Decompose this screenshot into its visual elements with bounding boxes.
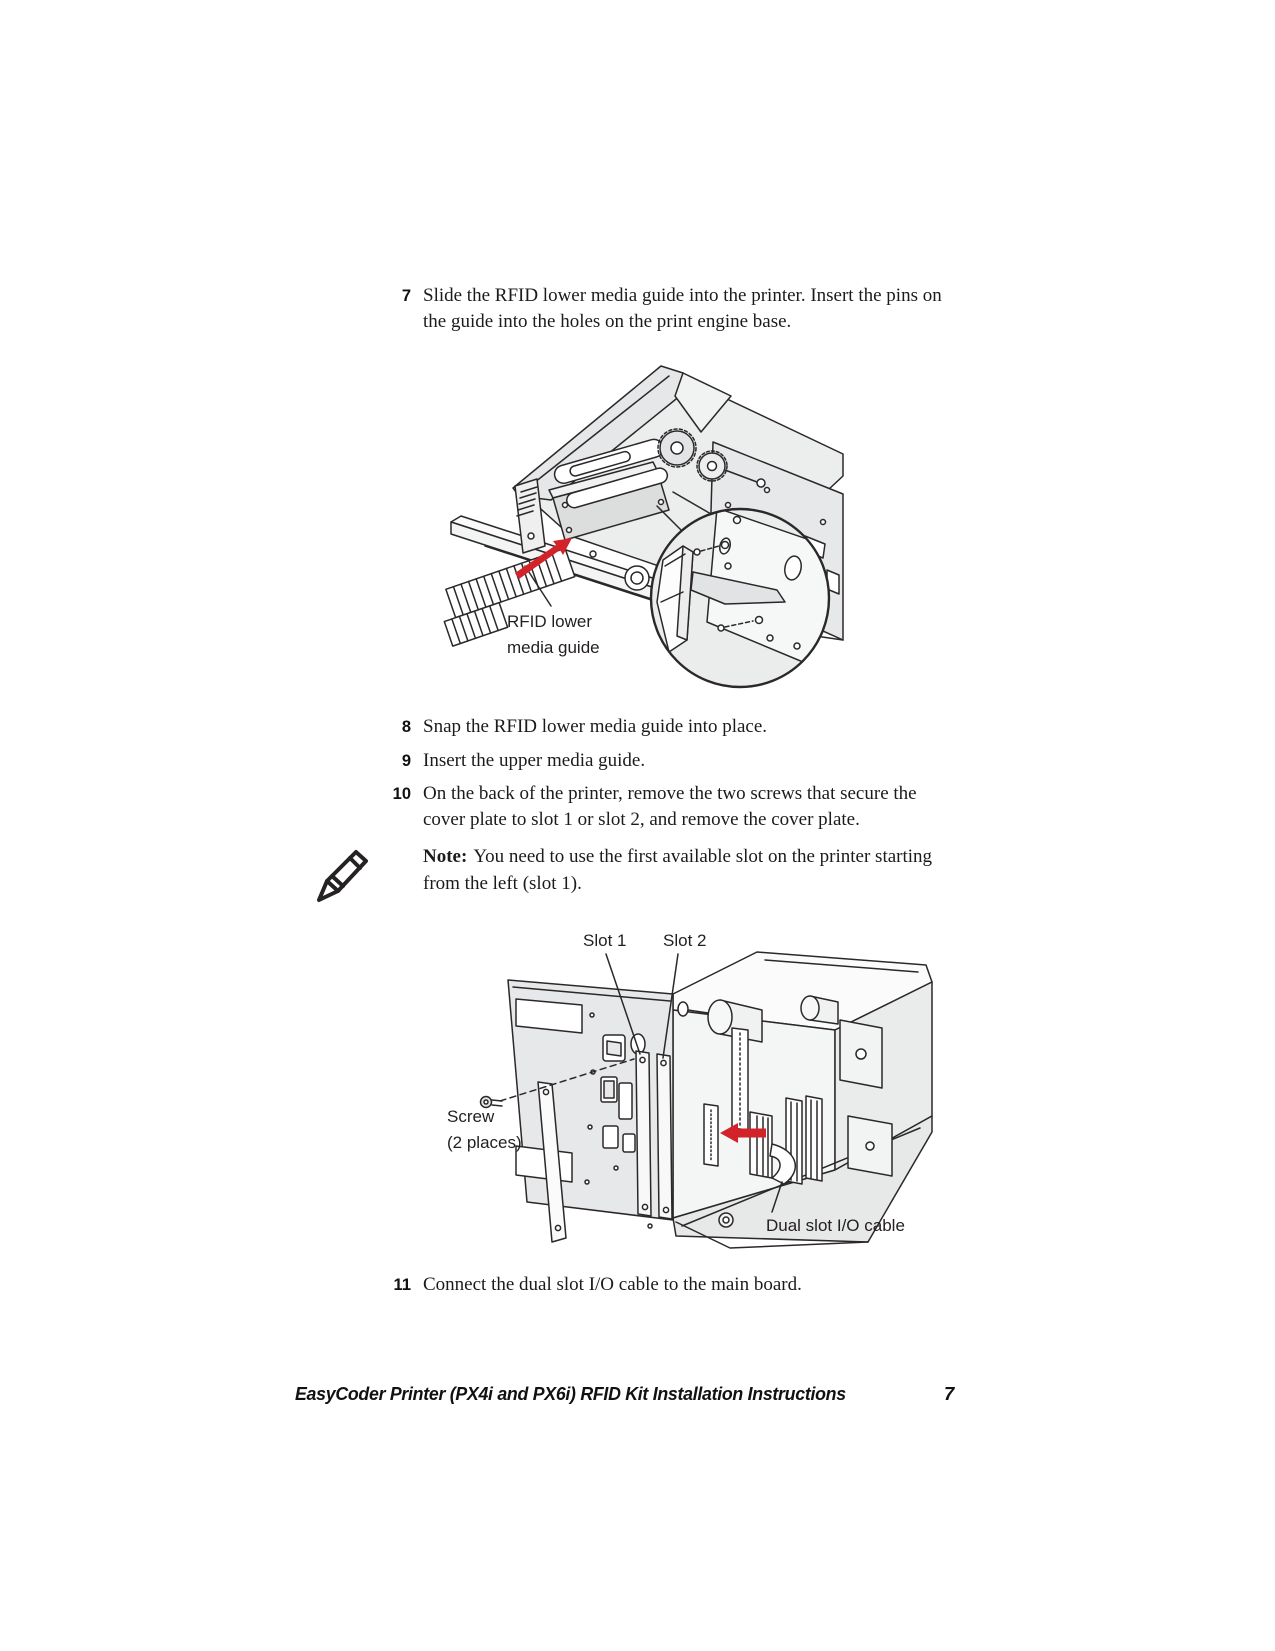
step-9 xyxy=(363,748,953,774)
step-11-text: Connect the dual slot I/O cable to the main board. xyxy=(423,1274,802,1295)
pencil-icon xyxy=(312,842,378,908)
step-7 xyxy=(363,283,953,335)
screw-label xyxy=(447,1104,522,1156)
note-body: You need to use the first available slot on the printer starting from the left (slot 1). xyxy=(423,846,933,894)
step-9-number: 9 xyxy=(401,752,411,770)
screw-label-line2: (2 places) xyxy=(447,1133,522,1152)
cable-label: Dual slot I/O cable xyxy=(766,1216,905,1235)
note-label: Note: xyxy=(423,846,468,867)
step-8-text: Snap the RFID lower media guide into place. xyxy=(423,716,768,737)
step-10-number: 10 xyxy=(392,785,411,803)
figure-printer-back-slots xyxy=(420,920,940,1252)
note xyxy=(423,843,968,897)
footer-page-number: 7 xyxy=(944,1383,955,1404)
step-7-number: 7 xyxy=(401,287,411,305)
printer-illustration xyxy=(425,340,855,702)
step-11 xyxy=(363,1272,953,1298)
figure-printer-media-guide xyxy=(425,340,855,702)
step-7-text: Slide the RFID lower media guide into the printer. Insert the pins on the guide into the holes on the print engine base. xyxy=(423,285,942,332)
screw-label-line1: Screw xyxy=(447,1107,495,1126)
step-10-text: On the back of the printer, remove the two screws that secure the cover plate to slot 1 or slot 2, and remove the cover plate. xyxy=(423,783,917,830)
slot1-label: Slot 1 xyxy=(583,931,627,950)
step-8 xyxy=(363,714,953,740)
figure1-label xyxy=(507,609,600,661)
step-11-number: 11 xyxy=(393,1276,411,1294)
printer-back-illustration xyxy=(420,920,940,1252)
step-9-text: Insert the upper media guide. xyxy=(423,750,646,771)
step-8-number: 8 xyxy=(401,718,411,736)
figure1-label-line1: RFID lower xyxy=(507,612,593,631)
slot2-label: Slot 2 xyxy=(663,931,707,950)
figure1-label-line2: media guide xyxy=(507,638,600,657)
step-10 xyxy=(363,781,953,833)
footer-title: EasyCoder Printer (PX4i and PX6i) RFID Kit Installation Instructions xyxy=(295,1383,846,1404)
